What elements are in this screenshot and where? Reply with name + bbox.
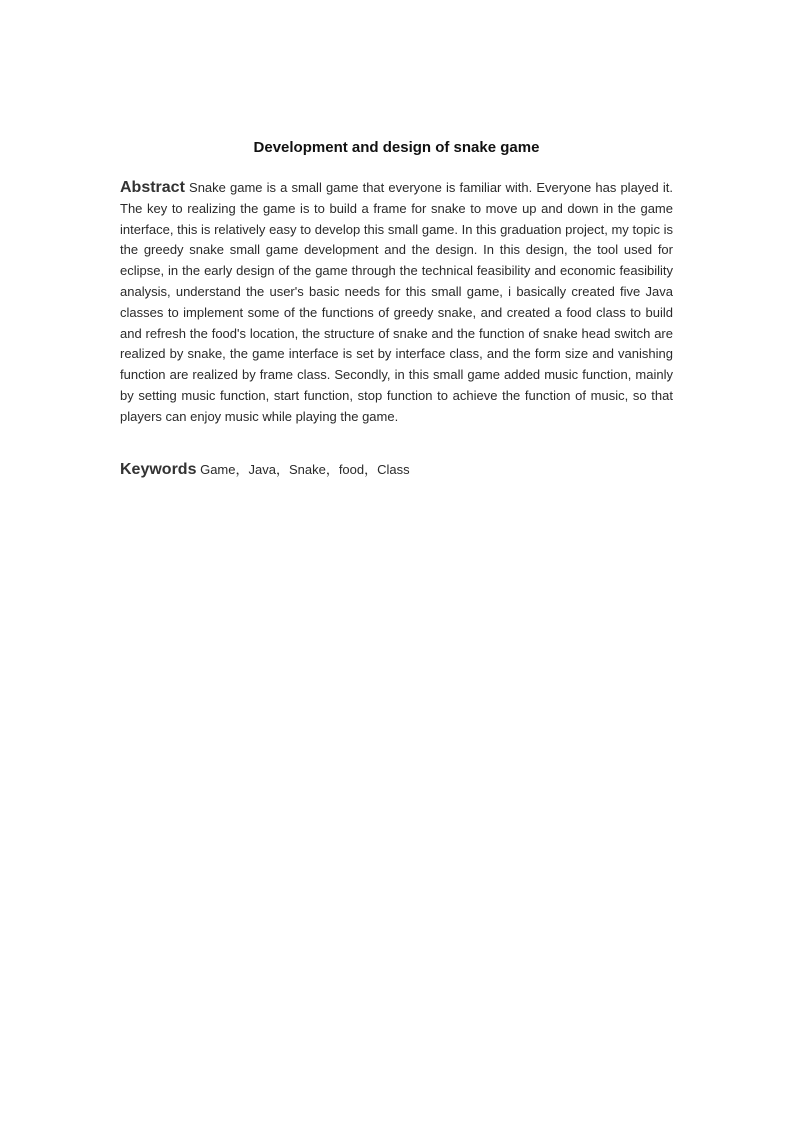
keywords-text: Game，Java，Snake，food，Class <box>200 462 410 477</box>
paper-title: Development and design of snake game <box>253 139 540 156</box>
abstract-text: Snake game is a small game that everyone is familiar with. Everyone has played it. The key to realizing the game is to build a frame for snake to move up and down in the game interface, this is relatively easy to develop this small game. In this graduation project, my topic is the greedy snake small game development and the design. In this design, the tool used for eclipse, in the early design of the game through the technical feasibility and economic feasibility analysis, understand the user's basic needs for this small game, i basically created five Java classes to implement some of the functions of greedy snake, and created a food class to build and refresh the food's location, the structure of snake and the function of snake head switch are realized by snake, the game interface is set by interface class, and the form size and vanishing function are realized by frame class. Secondly, in this small game added music function, mainly by setting music function, start function, stop function to achieve the function of music, so that players can enjoy music while playing the game. <box>120 180 673 424</box>
abstract-section <box>120 178 673 428</box>
abstract-label: Abstract <box>120 179 185 196</box>
keywords-label: Keywords <box>120 461 197 478</box>
keywords-section <box>120 459 673 481</box>
